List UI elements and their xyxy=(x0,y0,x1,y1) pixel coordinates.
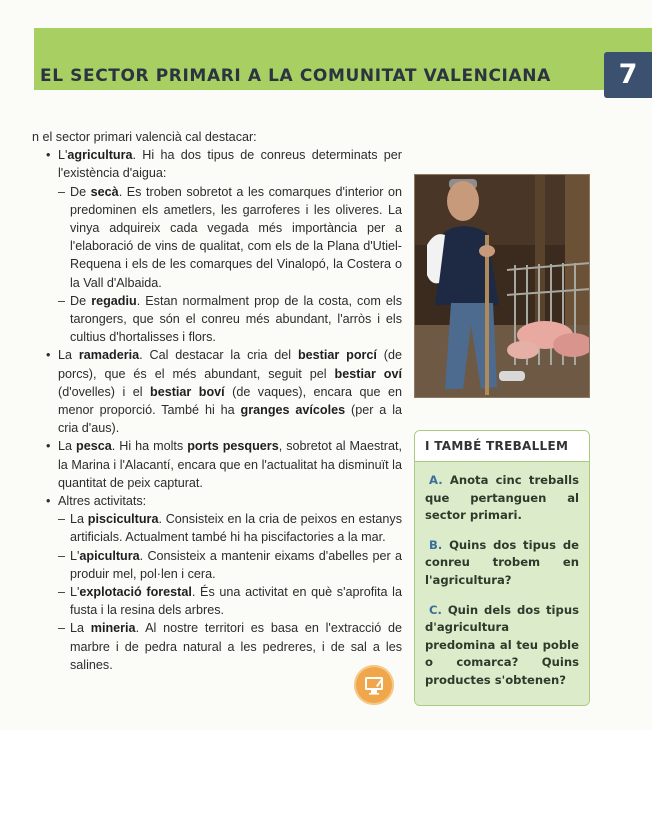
page-title: EL SECTOR PRIMARI A LA COMUNITAT VALENCIANA xyxy=(40,66,551,86)
question-b: B. Quins dos tipus de conreu trobem en l'agricultura? xyxy=(425,537,579,587)
sub-item-forestal: – L'explotació forestal. És una activitat en què s'aprofita la fusta i la resina dels arbres. xyxy=(58,585,402,618)
term-agricultura: agricultura xyxy=(67,148,133,163)
activity-title: I TAMBÉ TREBALLEM xyxy=(415,431,589,462)
term-ramaderia: ramaderia xyxy=(78,348,140,363)
sub-item-mineria: – La mineria. Al nostre territori es basa en l'extracció de marbre i de pedra natural a les pedreres, i de sal a les salines. xyxy=(58,621,402,672)
page-margin xyxy=(0,730,652,839)
farmer-with-pigs-photo xyxy=(414,174,590,398)
question-c: C. Quin dels dos tipus d'agricultura predomina al teu poble o comarca? Quins productes s'obtenen? xyxy=(425,602,579,687)
digital-activity-icon[interactable] xyxy=(354,665,394,705)
monitor-pencil-icon xyxy=(354,665,394,705)
list-item-ramaderia: • La ramaderia. Cal destacar la cria del bestiar porcí (de porcs), que és el més abundant, seguit pel bestiar oví (d'ovelles) i el bestiar boví (de vaques), encara que en menor proporció. També hi ha granges avícoles (per a la cria d'aus). xyxy=(46,348,403,436)
activity-box xyxy=(414,430,590,706)
activity-questions xyxy=(415,462,589,706)
sub-item-apicultura: – L'apicultura. Consisteix a mantenir eixams d'abelles per a produir mel, pol·len i cera. xyxy=(58,548,402,581)
chapter-header-band xyxy=(34,28,652,90)
main-text xyxy=(32,128,403,674)
question-a: A. Anota cinc treballs que pertanguen al sector primari. xyxy=(425,473,579,523)
bullet: • xyxy=(46,148,51,163)
term-seca: secà xyxy=(90,184,119,199)
farmer-photo-illustration xyxy=(415,175,590,398)
page-number-badge: 7 xyxy=(604,52,652,98)
sub-item-regadiu: – De regadiu. Estan normalment prop de la costa, com els tarongers, que són el conreu més abundant, l'arròs i els cultius d'hortalisses i flors. xyxy=(58,293,402,345)
sub-item-piscicultura: – La piscicultura. Consisteix en la cria de peixos en estanys artificials. Actualment també hi ha piscifactories a la mar. xyxy=(58,512,402,545)
list-item-altres: • Altres activitats: xyxy=(46,494,147,509)
sub-item-seca: – De secà. Es troben sobretot a les comarques d'interior on predominen els ametlers, les garroferes i les oliveres. La vinya adquireix cada vegada més importància per a l'elaboració de vins de qualitat, com els de la Plana d'Utiel-Requena i els de les comarques del Vinalopó, la Costera o la Vall d'Albaida. xyxy=(58,184,402,290)
list-item-agricultura: • L'agricultura. Hi ha dos tipus de conreus determinats per l'existència d'aigua: xyxy=(46,148,402,181)
intro-text: n el sector primari valencià cal destacar: xyxy=(32,130,257,144)
term-pesca: pesca xyxy=(76,439,112,454)
list-item-pesca: • La pesca. Hi ha molts ports pesquers, sobretot al Maestrat, la Marina i l'Alacantí, encara que en l'actualitat ha disminuït la quantitat de peix capturat. xyxy=(46,439,402,490)
term-regadiu: regadiu xyxy=(91,293,137,308)
